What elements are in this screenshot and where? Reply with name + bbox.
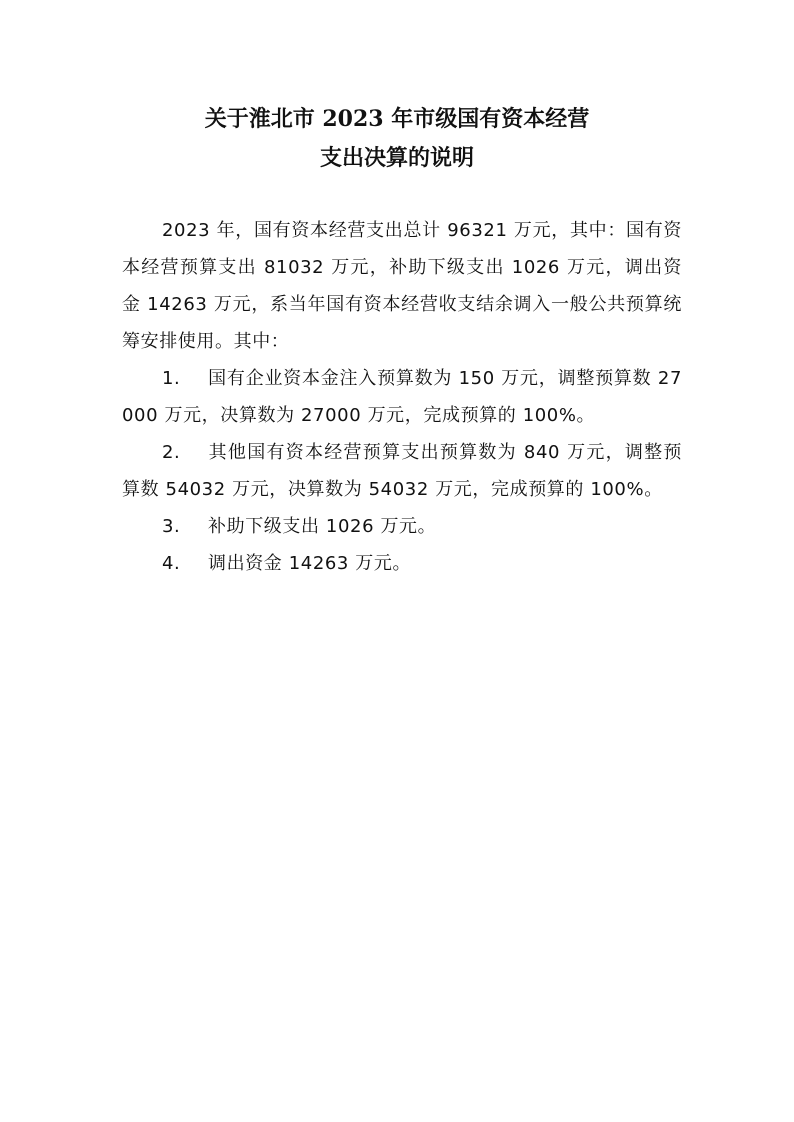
list-item-text: 其他国有资本经营预算支出预算数为 840 万元，调整预算数 54032 万元，决算数为 54032 万元，完成预算的 100%。 [122,442,682,500]
list-item-3 [122,508,682,545]
document-title-line-2: 支出决算的说明 [319,145,474,171]
list-item-number: 2. [162,442,181,463]
list-item-text: 补助下级支出 1026 万元。 [208,516,437,537]
list-item-2 [122,434,682,508]
list-item-number: 3. [162,516,181,537]
list-item-text: 调出资金 14263 万元。 [208,553,412,574]
intro-paragraph: 2023 年，国有资本经营支出总计 96321 万元，其中：国有资本经营预算支出 81032 万元，补助下级支出 1026 万元，调出资金 14263 万元，系当年国有资本经营收支结余调入一般公共预算统筹安排使用。其中： [122,220,682,352]
document-body [122,212,682,582]
list-item-1 [122,360,682,434]
list-item-number: 4. [162,553,181,574]
list-item-4 [122,545,682,582]
list-item-text: 国有企业资本金注入预算数为 150 万元，调整预算数 27000 万元，决算数为 27000 万元，完成预算的 100%。 [122,368,682,426]
list-item-number: 1. [162,368,181,389]
document-title-line-1: 关于淮北市 2023 年市级国有资本经营 [204,106,590,132]
